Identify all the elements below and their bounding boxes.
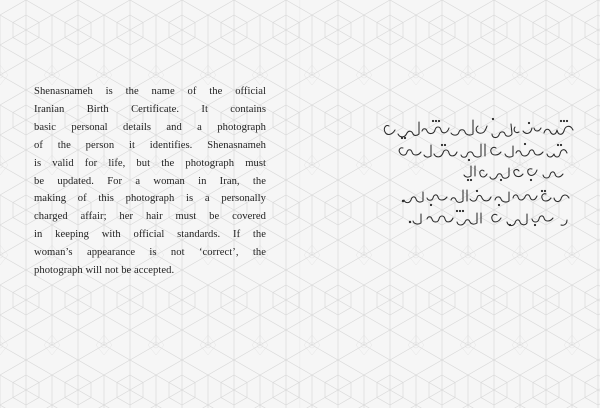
paragraph-line: basic personal details and a photograph	[34, 121, 266, 133]
paragraph-line: woman’s appearance is not ‘correct’, the	[34, 247, 266, 259]
paragraph-line: be updated. For a woman in Iran, the	[34, 175, 266, 187]
paragraph-line: photograph will not be accepted.	[34, 265, 175, 277]
english-paragraph	[34, 83, 266, 280]
handwritten-line-2	[399, 143, 567, 160]
paragraph-line: is valid for life, but the photograph must	[34, 157, 266, 169]
handwritten-line-4	[402, 190, 569, 206]
paragraph-line: making of this photograph is a personally	[34, 193, 266, 205]
handwritten-line-5	[409, 210, 567, 225]
paragraph-line: of the person it identifies. Shenasnameh	[34, 139, 266, 151]
handwritten-line-3	[464, 166, 563, 181]
handwritten-line-1	[384, 118, 573, 138]
paragraph-line: Shenasnameh is the name of the official	[34, 86, 266, 97]
paragraph-line: charged affair; her hair must be covered	[34, 211, 266, 223]
paragraph-line: in keeping with official standards. If the	[34, 229, 266, 241]
page-gutter	[299, 0, 301, 408]
handwriting-strokes	[305, 108, 585, 248]
paragraph-line: Iranian Birth Certificate. It contains	[34, 103, 266, 115]
handwritten-persian-note	[305, 108, 585, 248]
